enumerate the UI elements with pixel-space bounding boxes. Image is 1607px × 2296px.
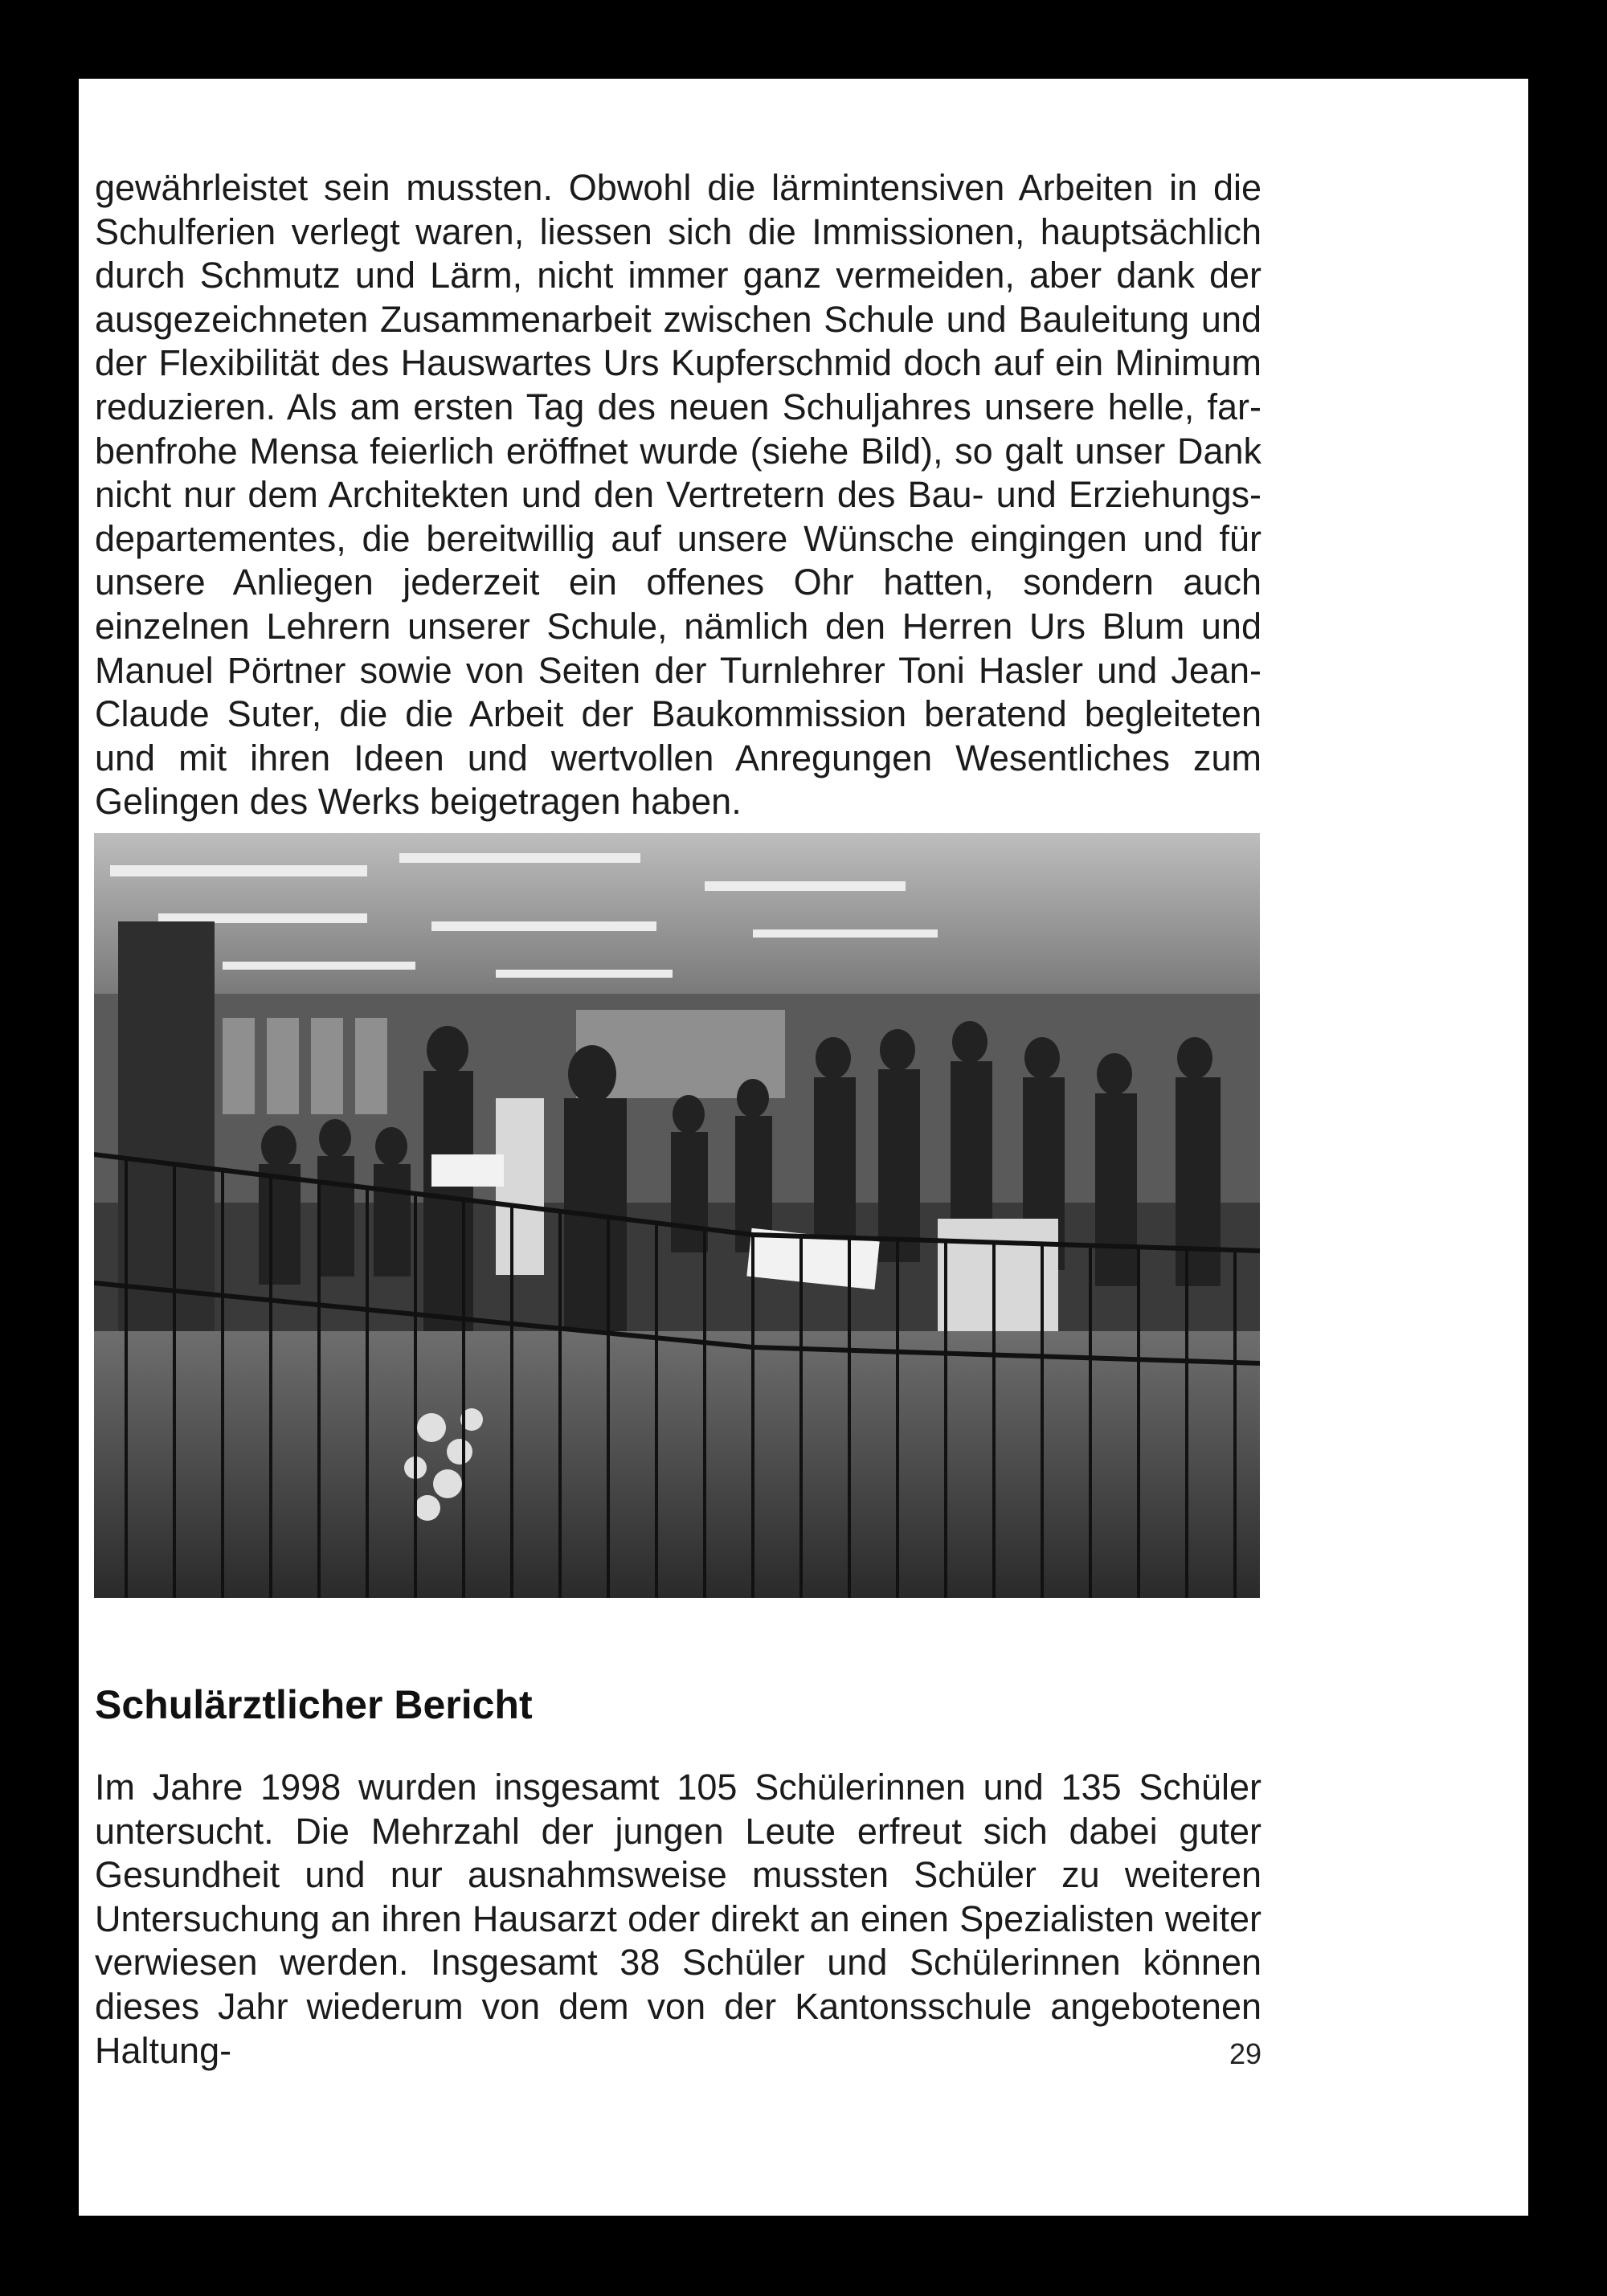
page-number: 29 bbox=[1229, 2037, 1262, 2070]
intro-paragraph: gewährleistet sein mussten. Obwohl die lärmintensiven Arbeiten in die Schulferien verlegt waren, liessen sich die Immissionen, hauptsächlich durch Schmutz und Lärm, nicht immer ganz vermeiden, aber dank der ausgezeichneten Zusammenarbeit zwischen Schule und Bauleitung und der Flexibilität des Hauswartes Urs Kupferschmid doch auf ein Minimum reduzieren. Als am ersten Tag des neuen Schuljahres unsere helle, farbenfrohe Mensa feierlich eröffnet wurde (siehe Bild), so galt unser Dank nicht nur dem Architekten und den Vertretern des Bau- und Erziehungsdepartementes, die bereitwillig auf unsere Wünsche eingingen und für unsere Anliegen jederzeit ein offenes Ohr hatten, sondern auch einzelnen Lehrern unserer Schule, nämlich den Herren Urs Blum und Manuel Pörtner sowie von Seiten der Turnlehrer Toni Hasler und Jean-Claude Suter, die die Arbeit der Baukommission beratend begleiteten und mit ihren Ideen und wertvollen Anregungen Wesentliches zum Gelingen des Werks beigetragen haben. bbox=[95, 167, 1261, 823]
photo-illustration bbox=[94, 833, 1260, 1598]
report-paragraph: Im Jahre 1998 wurden insgesamt 105 Schülerinnen und 135 Schüler untersucht. Die Mehrzahl der jungen Leute erfreut sich dabei guter Gesundheit und nur ausnahmsweise mussten Schüler zu weiteren Untersuchung an ihren Hausarzt oder direkt an einen Spezialisten weiter verwiesen werden. Insgesamt 38 Schüler und Schülerinnen können dieses Jahr wiederum von dem von der Kantonsschule angebotenen Haltung- bbox=[95, 1767, 1261, 2071]
mensa-opening-photo bbox=[94, 833, 1260, 1598]
section-heading: Schulärztlicher Bericht bbox=[95, 1682, 533, 1727]
